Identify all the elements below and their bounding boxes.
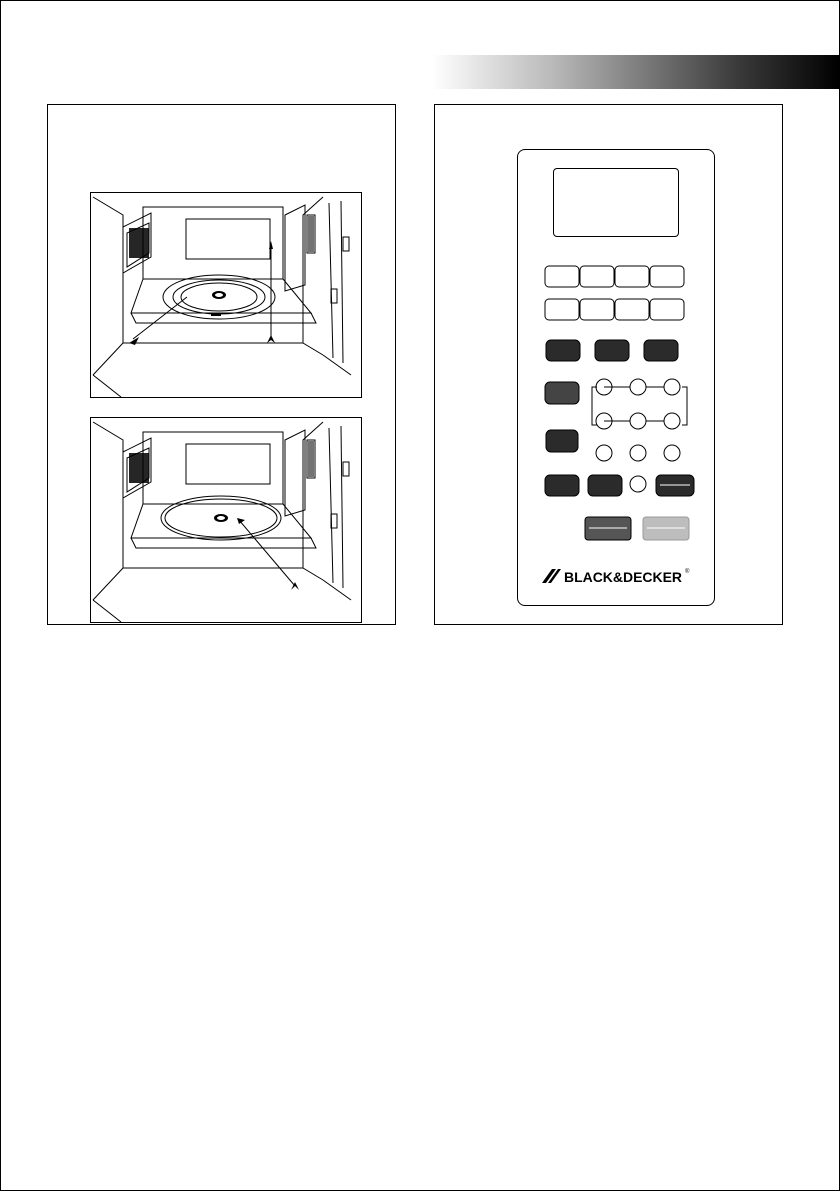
number-key[interactable] <box>664 379 680 395</box>
keypad-key[interactable] <box>545 266 579 287</box>
brand-logo-text: BLACK&DECKER <box>564 569 682 585</box>
keypad-key[interactable] <box>545 299 579 320</box>
registered-mark: ® <box>685 569 690 575</box>
control-panel <box>517 149 715 606</box>
oven-interior-figure-bottom <box>90 417 362 623</box>
number-key[interactable] <box>664 413 680 429</box>
function-key[interactable] <box>545 382 579 404</box>
keypad <box>518 150 714 605</box>
function-key[interactable] <box>546 430 578 452</box>
header-gradient-bar <box>432 55 840 89</box>
number-key[interactable] <box>596 445 612 461</box>
keypad-key[interactable] <box>615 299 649 320</box>
keypad-key[interactable] <box>615 266 649 287</box>
keypad-key[interactable] <box>650 266 684 287</box>
oven-interior-drawing <box>91 418 361 622</box>
number-key[interactable] <box>630 379 646 395</box>
function-key[interactable] <box>545 475 579 496</box>
brand-logo <box>540 564 692 588</box>
function-key[interactable] <box>644 340 678 361</box>
number-key[interactable] <box>630 476 646 492</box>
function-key[interactable] <box>595 340 629 361</box>
number-key[interactable] <box>630 413 646 429</box>
function-key[interactable] <box>546 340 580 361</box>
keypad-key[interactable] <box>650 299 684 320</box>
oven-interior-drawing <box>91 193 361 397</box>
oven-illustration-panel <box>47 104 396 625</box>
number-key[interactable] <box>630 445 646 461</box>
keypad-key[interactable] <box>580 266 614 287</box>
keypad-key[interactable] <box>580 299 614 320</box>
number-key[interactable] <box>664 445 680 461</box>
arrow-icon <box>267 335 275 343</box>
function-key[interactable] <box>588 475 622 496</box>
oven-interior-figure-top <box>90 192 362 398</box>
control-panel-illustration <box>434 104 783 625</box>
